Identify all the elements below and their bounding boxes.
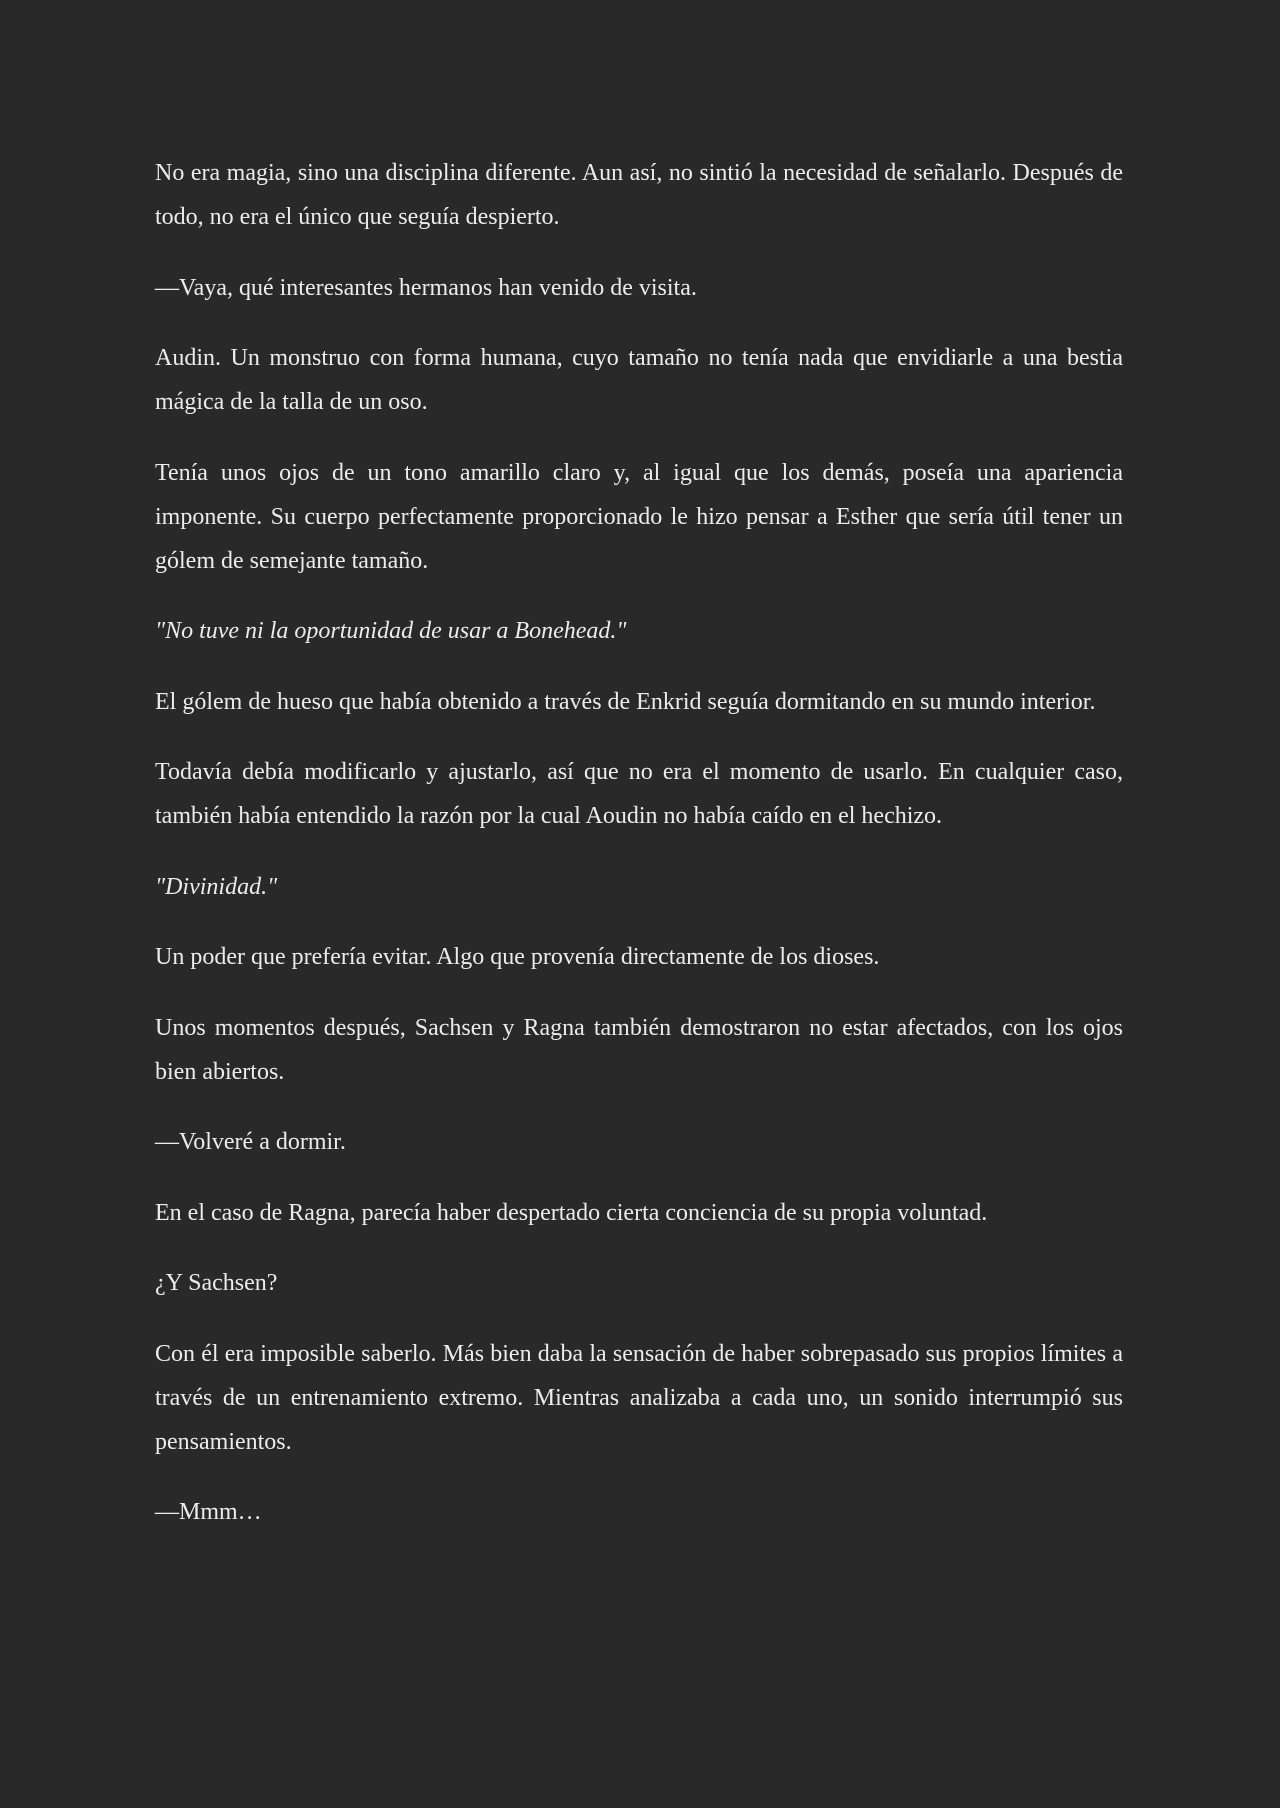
paragraph: El gólem de hueso que había obtenido a través de Enkrid seguía dormitando en su mundo interior. [155, 688, 1096, 715]
paragraph: Tenía unos ojos de un tono amarillo claro y, al igual que los demás, poseía una apariencia imponente. Su cuerpo perfectamente proporcionado le hizo pensar a Esther que sería útil tener un gólem de semejante tamaño. [155, 459, 1123, 574]
paragraph: Con él era imposible saberlo. Más bien daba la sensación de haber sobrepasado sus propios límites a través de un entrenamiento extremo. Mientras analizaba a cada uno, un sonido interrumpió sus pensamientos. [155, 1340, 1123, 1455]
paragraph: Audin. Un monstruo con forma humana, cuyo tamaño no tenía nada que envidiarle a una bestia mágica de la talla de un oso. [155, 345, 1123, 415]
paragraph: ¿Y Sachsen? [155, 1270, 278, 1296]
italic-thought: "Divinidad." [155, 873, 278, 900]
paragraph: —Volveré a dormir. [155, 1129, 346, 1155]
paragraph: En el caso de Ragna, parecía haber despertado cierta conciencia de su propia voluntad. [155, 1199, 988, 1226]
paragraph: No era magia, sino una disciplina diferente. Aun así, no sintió la necesidad de señalarlo. Después de todo, no era el único que seguía despierto. [155, 160, 1123, 230]
italic-thought: "No tuve ni la oportunidad de usar a Bonehead." [155, 618, 627, 644]
paragraph: —Mmm… [155, 1499, 262, 1525]
paragraph: Un poder que prefería evitar. Algo que provenía directamente de los dioses. [155, 944, 880, 970]
paragraph: Todavía debía modificarlo y ajustarlo, así que no era el momento de usarlo. En cualquier caso, también había entendido la razón por la cual Aoudin no había caído en el hechizo. [155, 759, 1123, 829]
paragraph: Unos momentos después, Sachsen y Ragna también demostraron no estar afectados, con los ojos bien abiertos. [155, 1014, 1123, 1085]
paragraph: —Vaya, qué interesantes hermanos han venido de visita. [155, 274, 697, 301]
chapter-text [155, 151, 1123, 1561]
